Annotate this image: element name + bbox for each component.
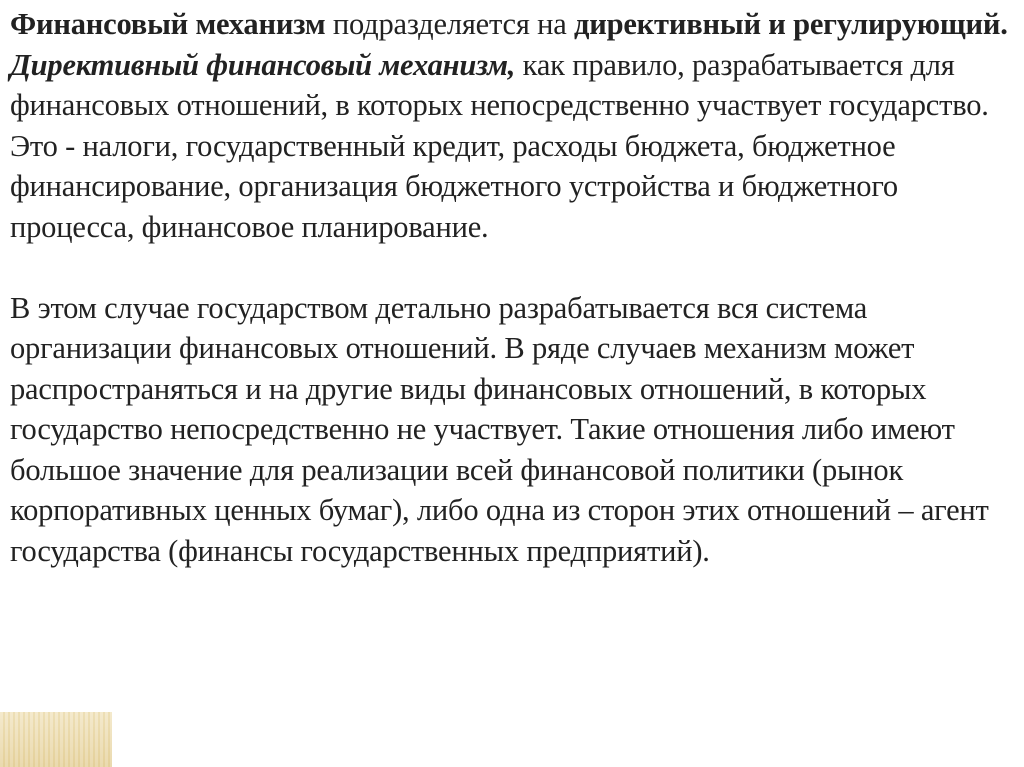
corner-decoration <box>0 712 112 767</box>
paragraph-directive <box>10 45 1018 126</box>
paragraph-state-system: В этом случае государством детально разрабатывается вся система организации финансовых отношений. В ряде случаев механизм может распространяться и на другие виды финансовых отношений, в которых государство непосредственно не участвует. Такие отношения либо имеют большое значение для реализации всей финансовой политики (рынок корпоративных ценных бумаг), либо одна из сторон этих отношений – агент государства (финансы государственных предприятий). <box>10 290 989 568</box>
term-directive-and-regulating: директивный и регулирующий <box>573 7 1001 41</box>
paragraph-examples: Это - налоги, государственный кредит, расходы бюджета, бюджетное финансирование, организация бюджетного устройства и бюджетного процесса, финансовое планирование. <box>10 128 898 244</box>
term-directive-mechanism: Директивный финансовый механизм, <box>10 47 516 82</box>
paragraph-definition <box>10 4 1018 45</box>
paragraph-directive-text: как правило, разрабатывается для финансовых отношений, в которых непосредственно участвует государство. <box>10 47 989 122</box>
paragraph-definition-text: подразделяется на <box>325 7 574 41</box>
slide-text-body <box>10 4 1018 571</box>
term-financial-mechanism: Финансовый механизм <box>10 7 326 41</box>
paragraph-gap <box>10 247 1018 288</box>
paragraph-definition-end: . <box>1000 7 1008 41</box>
